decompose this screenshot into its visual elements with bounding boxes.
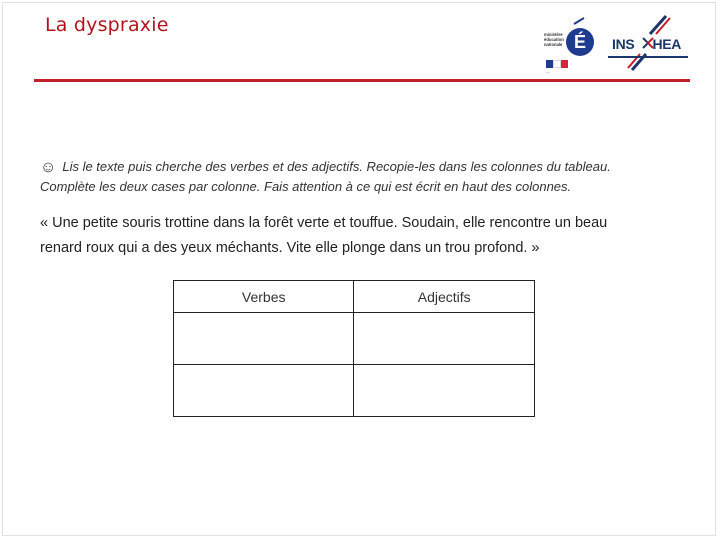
verbes-cell-2[interactable] [174,365,354,417]
education-letter: É [573,32,587,52]
table-header-row [174,281,535,313]
exercise-text [40,211,680,261]
adjectifs-cell-2[interactable] [354,365,535,417]
instruction-line-2: Complète les deux cases par colonne. Fais attention à ce qui est écrit en haut des colonnes. [40,179,572,194]
inshea-underline [608,56,688,58]
table-row [174,365,535,417]
exercise-instructions [40,157,680,196]
education-nationale-logo [544,16,598,76]
title-divider [34,79,690,82]
french-flag-icon [546,60,568,68]
instruction-line-1: ☺ Lis le texte puis cherche des verbes et des adjectifs. Recopie-les dans les colonnes du tableau. [40,159,611,176]
adjectifs-cell-1[interactable] [354,313,535,365]
table-row [174,313,535,365]
verbes-cell-1[interactable] [174,313,354,365]
slide-title: La dyspraxie [45,14,169,36]
header-verbes: Verbes [174,281,354,313]
quote-line-1: « Une petite souris trottine dans la forêt verte et touffue. Soudain, elle rencontre un beau [40,215,608,231]
answer-table [173,280,535,417]
education-text: ministère éducation nationale [544,32,564,48]
quote-line-2: renard roux qui a des yeux méchants. Vite elle plonge dans un trou profond. » [40,240,540,256]
republique-text: — [546,70,550,74]
smiley-icon: ☺ [40,159,57,176]
inshea-logo [606,14,688,74]
header-adjectifs: Adjectifs [354,281,535,313]
slide-frame [2,2,716,536]
inshea-wordmark: INS HEA [612,36,682,52]
